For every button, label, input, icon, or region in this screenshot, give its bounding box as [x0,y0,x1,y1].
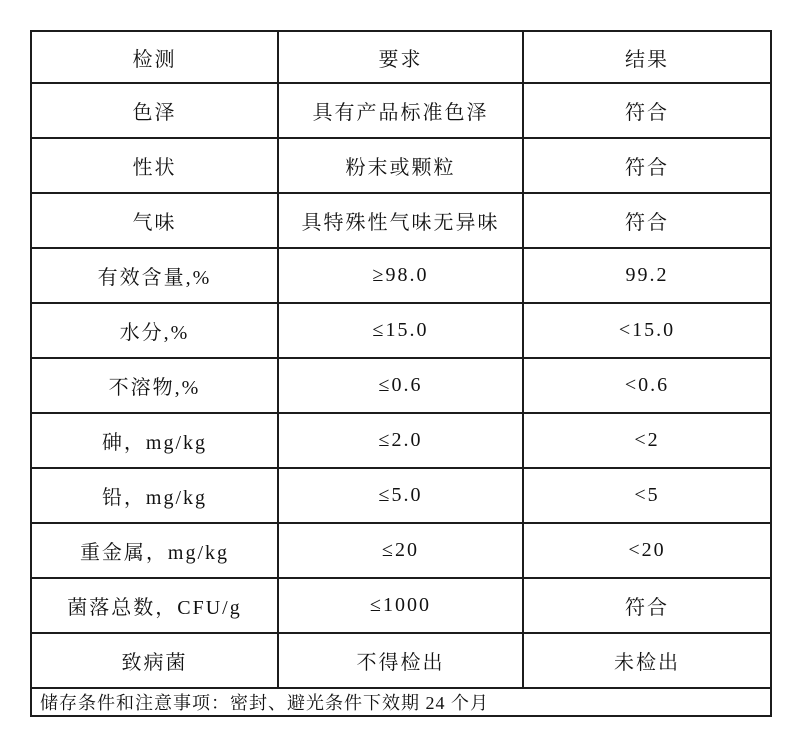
cell-result: <0.6 [523,358,771,413]
cell-requirement: 具特殊性气味无异味 [278,193,523,248]
cell-result: <15.0 [523,303,771,358]
table-row [31,248,771,303]
cell-requirement: ≤15.0 [278,303,523,358]
cell-item: 气味 [31,193,278,248]
cell-requirement: 具有产品标准色泽 [278,83,523,138]
cell-item: 致病菌 [31,633,278,688]
table-row [31,358,771,413]
table-row [31,413,771,468]
cell-item: 水分,% [31,303,278,358]
cell-result: <5 [523,468,771,523]
cell-item: 重金属，mg/kg [31,523,278,578]
cell-requirement: 不得检出 [278,633,523,688]
cell-item: 菌落总数，CFU/g [31,578,278,633]
cell-requirement: ≤1000 [278,578,523,633]
table-row [31,578,771,633]
header-cell-requirement: 要求 [278,31,523,83]
storage-note: 储存条件和注意事项：密封、避光条件下效期 24 个月 [31,688,771,716]
cell-item: 色泽 [31,83,278,138]
cell-item: 性状 [31,138,278,193]
cell-result: 符合 [523,193,771,248]
table-row [31,468,771,523]
cell-result: <2 [523,413,771,468]
cell-result: <20 [523,523,771,578]
table-row [31,303,771,358]
cell-item: 砷，mg/kg [31,413,278,468]
cell-item: 铅，mg/kg [31,468,278,523]
table-row [31,138,771,193]
table-row [31,633,771,688]
cell-result: 符合 [523,138,771,193]
cell-requirement: ≤2.0 [278,413,523,468]
cell-requirement: ≤0.6 [278,358,523,413]
table-row [31,523,771,578]
header-cell-result: 结果 [523,31,771,83]
table-footer-row [31,688,771,716]
cell-result: 符合 [523,578,771,633]
cell-result: 符合 [523,83,771,138]
cell-result: 未检出 [523,633,771,688]
cell-requirement: ≤5.0 [278,468,523,523]
cell-item: 不溶物,% [31,358,278,413]
header-cell-test: 检测 [31,31,278,83]
cell-requirement: 粉末或颗粒 [278,138,523,193]
table-header-row [31,31,771,83]
spec-table [30,30,772,717]
table-row [31,193,771,248]
cell-result: 99.2 [523,248,771,303]
cell-requirement: ≤20 [278,523,523,578]
cell-requirement: ≥98.0 [278,248,523,303]
cell-item: 有效含量,% [31,248,278,303]
table-row [31,83,771,138]
